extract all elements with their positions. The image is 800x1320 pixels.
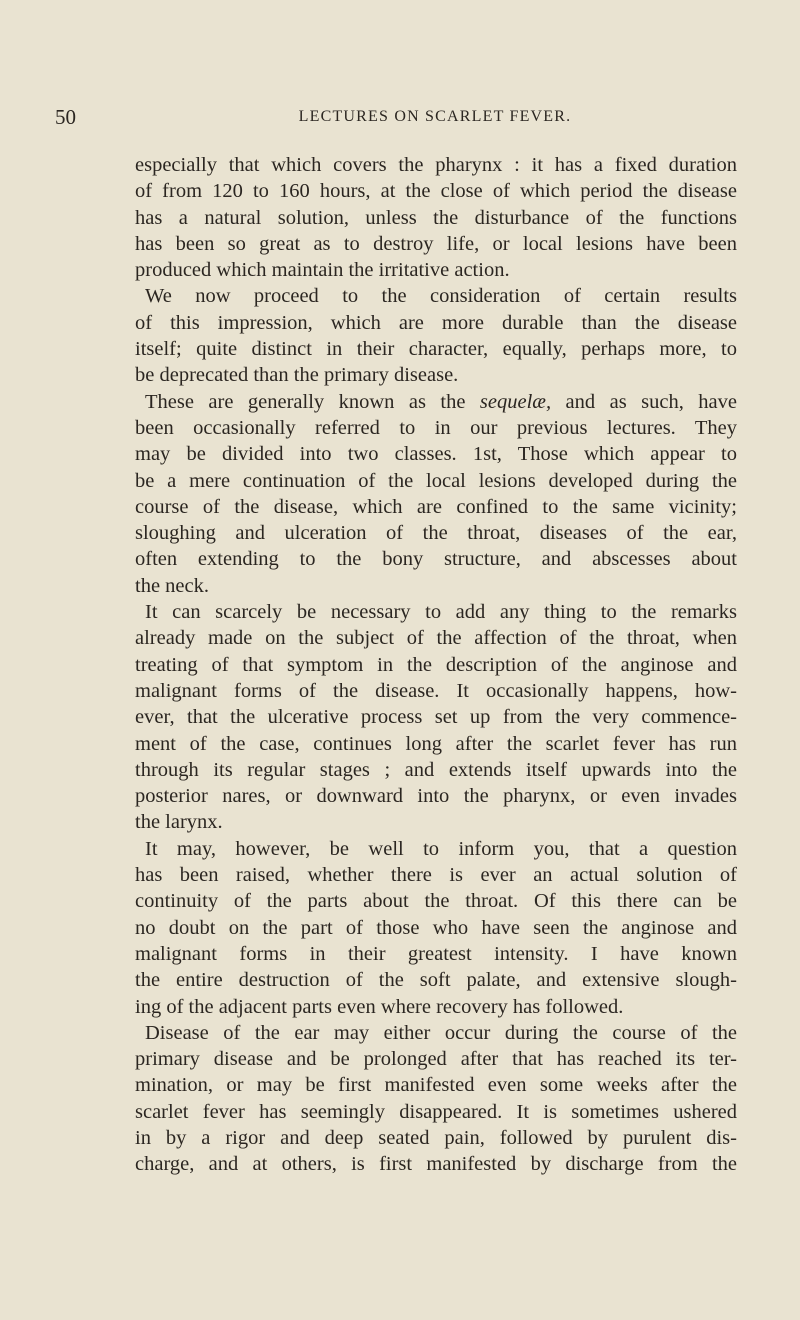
text-segment: through its regular stages ; and extends itself upwards into the (135, 758, 737, 781)
text-line-content (135, 652, 737, 678)
text-line (135, 1046, 737, 1072)
text-line-content (135, 1046, 737, 1072)
text-segment: been occasionally referred to in our previous lectures. They (135, 416, 737, 439)
text-line-content (135, 205, 737, 231)
text-line-content (135, 1125, 737, 1151)
text-line-content (135, 862, 737, 888)
text-line (135, 362, 737, 388)
text-line (135, 941, 737, 967)
text-line (135, 757, 737, 783)
text-line (135, 915, 737, 941)
text-line-content (145, 836, 737, 862)
text-line (135, 652, 737, 678)
text-line (135, 573, 737, 599)
text-line-content (135, 546, 737, 572)
running-title: LECTURES ON SCARLET FEVER. (298, 108, 572, 125)
text-line (135, 888, 737, 914)
text-segment: often extending to the bony structure, and abscesses about (135, 548, 737, 571)
text-line (135, 310, 737, 336)
text-line-content (135, 336, 737, 362)
text-segment: charge, and at others, is first manifested by discharge from the (135, 1153, 737, 1176)
text-segment: primary disease and be prolonged after that has reached its ter- (135, 1048, 737, 1071)
text-line-content (135, 757, 737, 783)
text-line (135, 205, 737, 231)
text-line-content (135, 915, 737, 941)
text-segment: treating of that symptom in the description of the anginose and (135, 653, 737, 676)
page-number: 50 (55, 105, 76, 129)
text-line-content (135, 178, 737, 204)
text-line (135, 599, 737, 625)
text-segment: These are generally known as the (145, 390, 480, 413)
text-line-content (135, 468, 737, 494)
text-line (135, 520, 737, 546)
text-line-content (135, 888, 737, 914)
text-line-content (135, 1151, 737, 1177)
text-segment: produced which maintain the irritative action. (135, 259, 510, 282)
text-segment: may be divided into two classes. 1st, Those which appear to (135, 443, 737, 466)
text-line-content (135, 994, 737, 1020)
text-line-content (145, 1020, 737, 1046)
text-line (135, 731, 737, 757)
text-line (135, 704, 737, 730)
text-segment: has been so great as to destroy life, or local lesions have been (135, 232, 737, 255)
text-line-content (135, 362, 737, 388)
text-line-content (145, 599, 737, 625)
text-segment: no doubt on the part of those who have seen the anginose and (135, 916, 737, 939)
text-segment: be a mere continuation of the local lesions developed during the (135, 469, 737, 492)
text-segment: scarlet fever has seemingly disappeared. It is sometimes ushered (135, 1100, 737, 1123)
text-line-content (135, 152, 737, 178)
text-segment: continuity of the parts about the throat. Of this there can be (135, 890, 737, 913)
text-segment: the entire destruction of the soft palate, and extensive slough- (135, 969, 737, 992)
text-segment: itself; quite distinct in their character, equally, perhaps more, to (135, 338, 737, 361)
text-line-content (135, 678, 737, 704)
text-segment: has a natural solution, unless the disturbance of the functions (135, 206, 737, 229)
text-line-content (135, 625, 737, 651)
page-body-text (135, 152, 737, 1178)
text-line (135, 441, 737, 467)
text-line-content (135, 231, 737, 257)
text-line (135, 494, 737, 520)
text-line-content (135, 941, 737, 967)
text-line (135, 415, 737, 441)
text-line (135, 231, 737, 257)
text-segment: and as such, have (551, 390, 737, 413)
text-line (135, 152, 737, 178)
text-line (135, 1151, 737, 1177)
text-line (135, 336, 737, 362)
text-line (135, 783, 737, 809)
italic-term: sequelæ, (479, 390, 552, 413)
text-segment: the larynx. (135, 811, 223, 834)
text-line-content (135, 494, 737, 520)
text-line (135, 1125, 737, 1151)
text-line-content (135, 415, 737, 441)
text-line (135, 836, 737, 862)
text-segment: already made on the subject of the affection of the throat, when (135, 627, 737, 650)
text-line-content (135, 1099, 737, 1125)
text-line (135, 389, 737, 415)
text-line (135, 862, 737, 888)
text-line (135, 283, 737, 309)
text-line-content (135, 731, 737, 757)
text-line-content (135, 520, 737, 546)
text-segment: especially that which covers the pharynx : it has a fixed duration (135, 154, 737, 176)
text-line-content (135, 809, 737, 835)
text-segment: be deprecated than the primary disease. (135, 364, 459, 387)
text-segment: malignant forms of the disease. It occasionally happens, how- (135, 679, 737, 702)
text-line (135, 809, 737, 835)
text-segment: the neck. (135, 574, 209, 597)
text-line-content (135, 967, 737, 993)
text-line-content (135, 1072, 737, 1098)
text-segment: We now proceed to the consideration of certain results (145, 285, 737, 308)
text-segment: ing of the adjacent parts even where recovery has followed. (135, 995, 624, 1018)
text-line-content (135, 310, 737, 336)
text-segment: sloughing and ulceration of the throat, diseases of the ear, (135, 522, 737, 545)
text-line (135, 178, 737, 204)
text-line (135, 678, 737, 704)
text-line (135, 967, 737, 993)
text-segment: Disease of the ear may either occur during the course of the (145, 1021, 737, 1044)
text-line-content (135, 441, 737, 467)
text-line (135, 1072, 737, 1098)
text-line-content (145, 389, 737, 415)
text-line (135, 994, 737, 1020)
text-line-content (145, 283, 737, 309)
text-line (135, 625, 737, 651)
text-segment: course of the disease, which are confined to the same vicinity; (135, 495, 737, 518)
text-segment: malignant forms in their greatest intensity. I have known (135, 942, 737, 965)
text-segment: ever, that the ulcerative process set up from the very commence- (135, 706, 737, 729)
text-segment: posterior nares, or downward into the pharynx, or even invades (135, 785, 737, 808)
text-segment: of this impression, which are more durable than the disease (135, 311, 737, 334)
text-line (135, 1099, 737, 1125)
text-line-content (135, 704, 737, 730)
text-segment: has been raised, whether there is ever an actual solution of (135, 864, 737, 887)
text-segment: ment of the case, continues long after the scarlet fever has run (135, 732, 737, 755)
text-segment: It can scarcely be necessary to add any thing to the remarks (145, 601, 737, 624)
text-line-content (135, 573, 737, 599)
text-segment: mination, or may be first manifested even some weeks after the (135, 1074, 737, 1097)
text-segment: in by a rigor and deep seated pain, followed by purulent dis- (135, 1126, 737, 1149)
text-line (135, 1020, 737, 1046)
text-segment: of from 120 to 160 hours, at the close of which period the disease (135, 180, 737, 203)
text-line (135, 468, 737, 494)
text-line (135, 257, 737, 283)
text-line-content (135, 257, 737, 283)
text-segment: It may, however, be well to inform you, that a question (145, 837, 737, 860)
text-line (135, 546, 737, 572)
text-line-content (135, 783, 737, 809)
